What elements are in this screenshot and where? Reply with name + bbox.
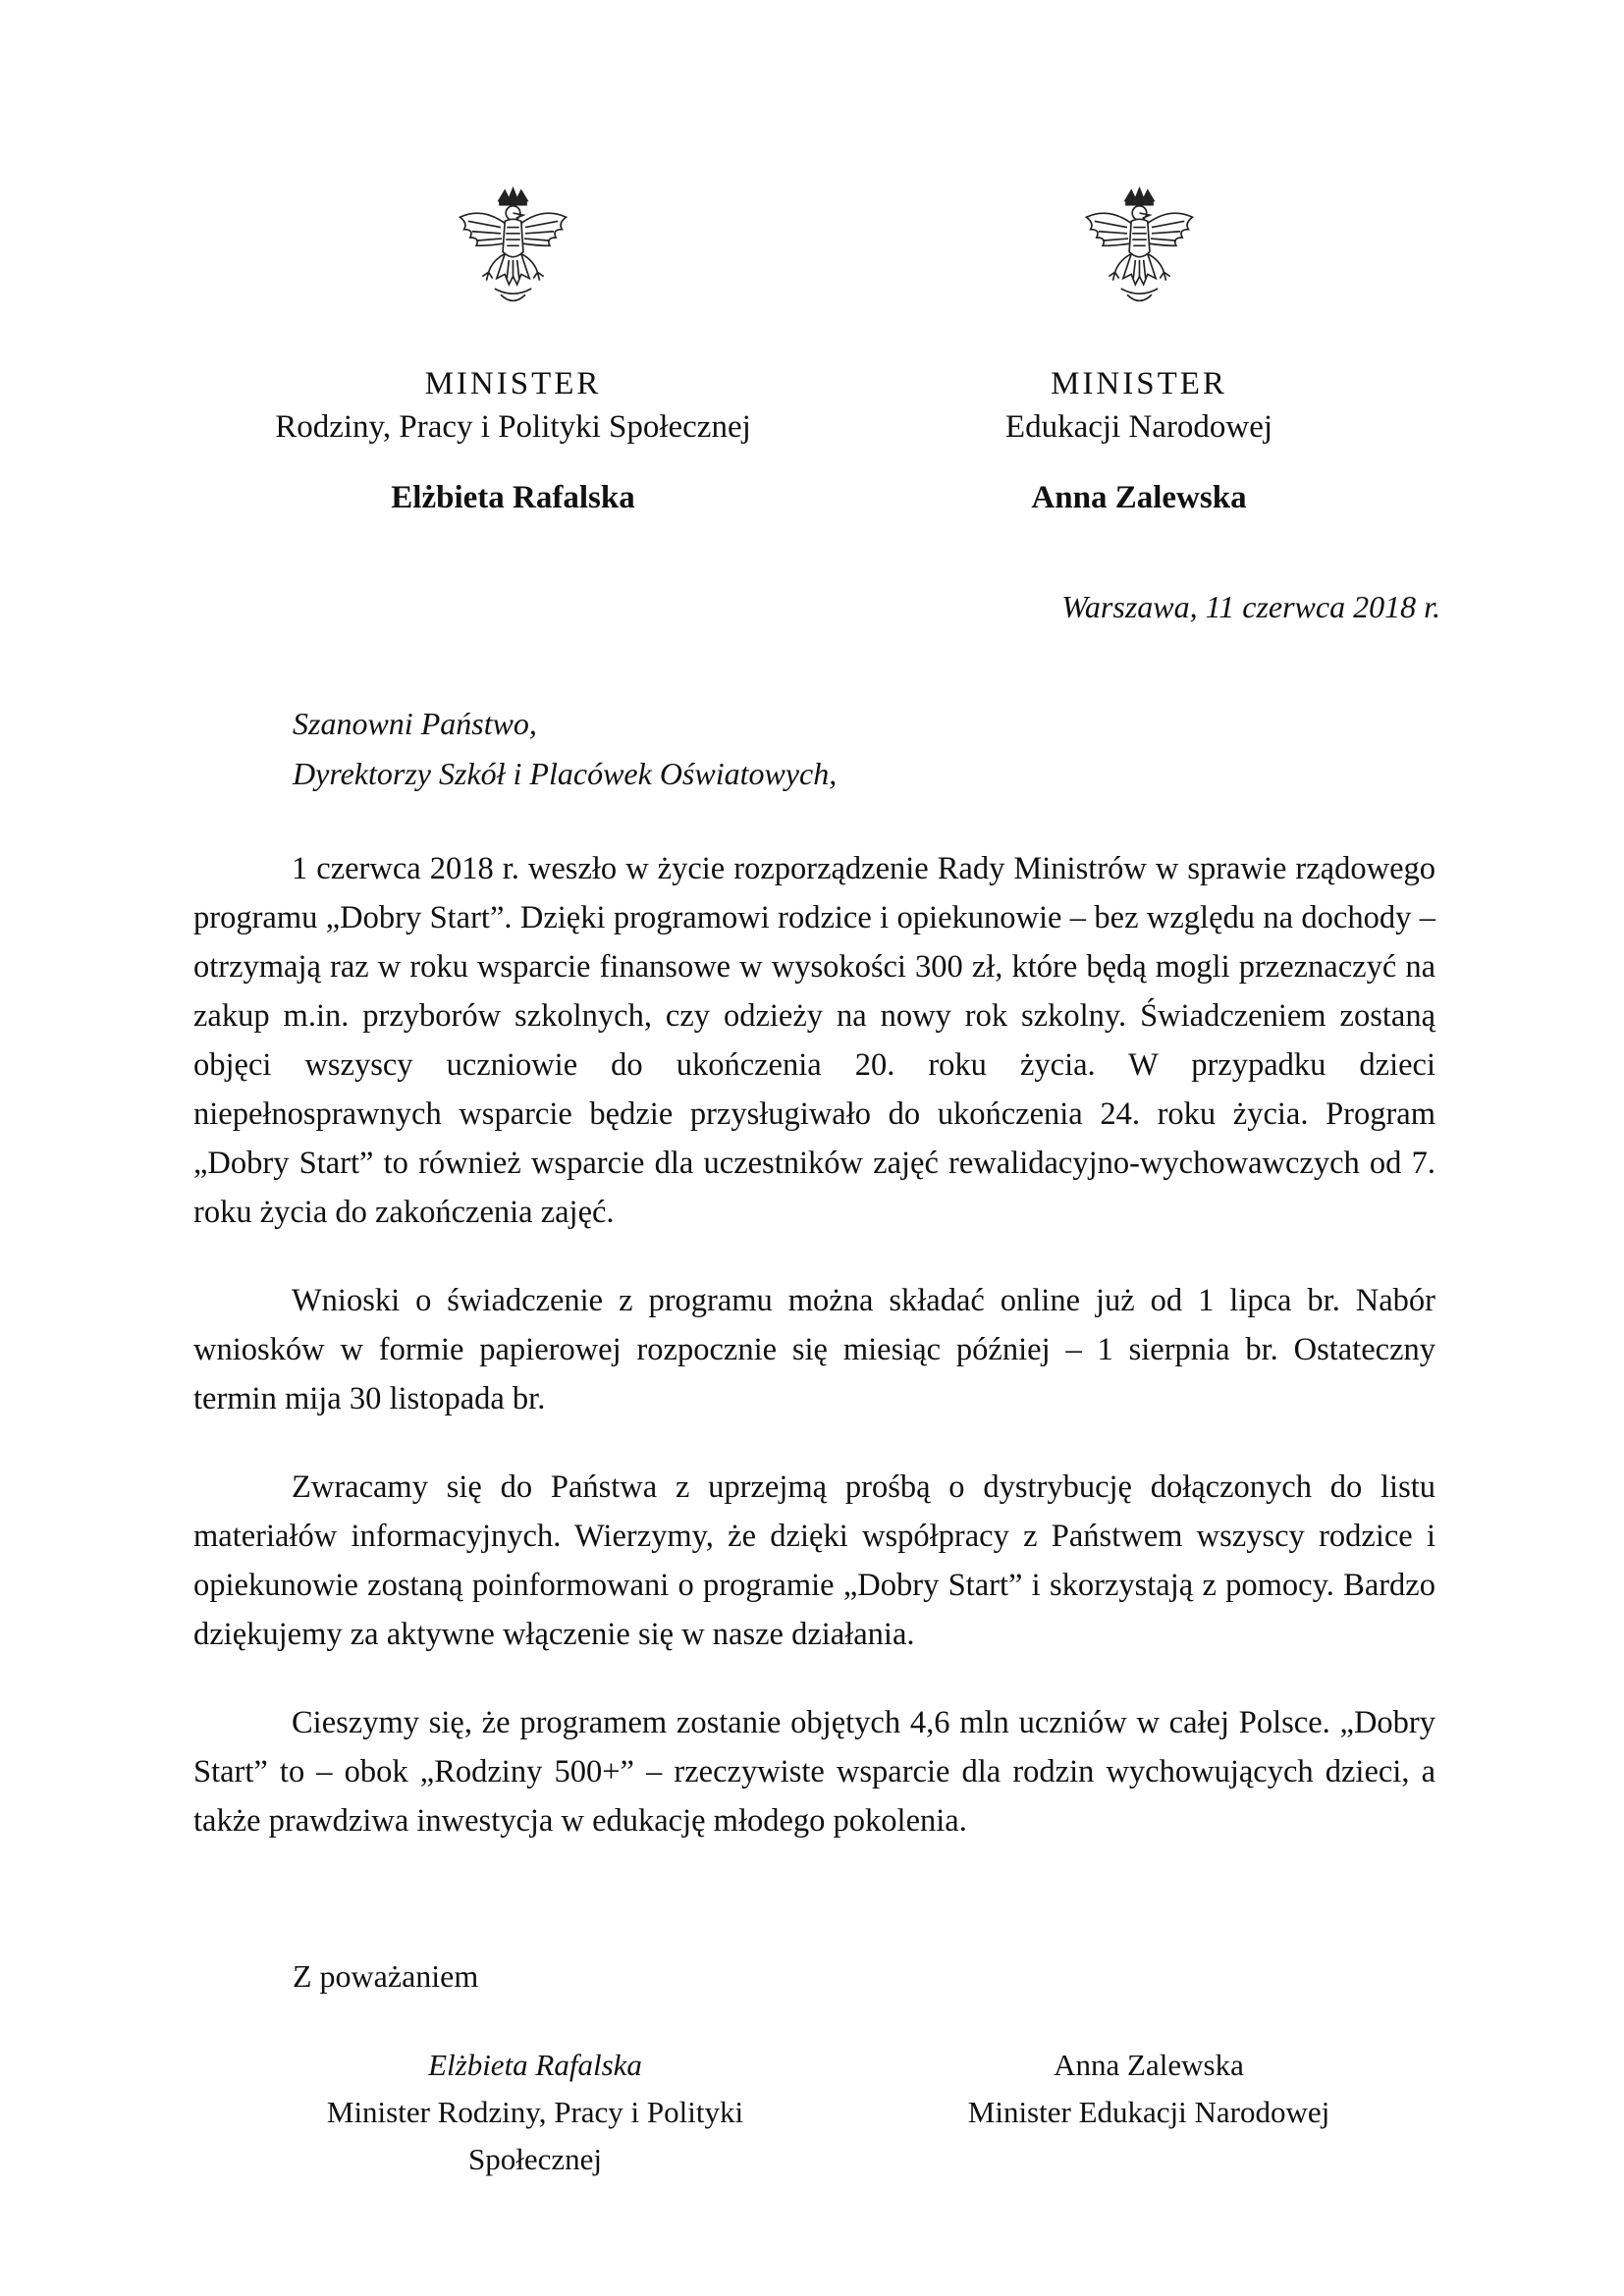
salutation [293,699,837,799]
right-ministry-name: Edukacji Narodowej [1004,409,1273,445]
date-place: Warszawa, 11 czerwca 2018 r. [1061,589,1440,624]
salutation-line-2: Dyrektorzy Szkół i Placówek Oświatowych, [293,756,838,791]
paragraph: Wnioski o świadczenie z programu można składać online już od 1 lipca br. Nabór wniosków w formie papierowej rozpocznie się miesiąc później – 1 sierpnia br. Ostateczny termin mija 30 listopada br. [193,1283,1435,1416]
left-signature-role-line-2: Społecznej [467,2142,602,2176]
left-minister-title: MINISTER [424,366,602,401]
salutation-line-1: Szanowni Państwo, [293,706,537,741]
letter-body [193,844,1435,1885]
left-signature-block [280,2042,790,2183]
closing-phrase: Z poważaniem [293,1958,479,1994]
left-minister-name: Elżbieta Rafalska [391,480,635,515]
right-signature-role-line-1: Minister Edukacji Narodowej [967,2095,1330,2129]
right-minister-name: Anna Zalewska [1031,480,1247,515]
polish-eagle-emblem-icon [1078,187,1201,314]
paragraph: Cieszymy się, że programem zostanie objętych 4,6 mln uczniów w całej Polsce. „Dobry Start” to – obok „Rodziny 500+” – rzeczywiste wsparcie dla rodzin wychowujących dzieci, a także prawdziwa inwestycja w edukację młodego pokolenia. [193,1705,1435,1839]
left-ministry-name: Rodziny, Pracy i Polityki Społecznej [275,409,751,445]
left-signature-role-line-1: Minister Rodziny, Pracy i Polityki [326,2095,744,2129]
paragraph: Zwracamy się do Państwa z uprzejmą prośbą o dystrybucję dołączonych do listu materiałów informacyjnych. Wierzymy, że dzięki współpracy z Państwem wszyscy rodzice i opiekunowie zostaną poinformowani o programie „Dobry Start” i skorzystają z pomocy. Bardzo dziękujemy za aktywne włączenie się w nasze działania. [193,1469,1435,1652]
polish-eagle-emblem-icon [452,187,574,314]
left-minister-header [216,187,810,518]
right-minister-title: MINISTER [1051,366,1227,401]
right-minister-header [938,187,1340,518]
paragraph: 1 czerwca 2018 r. weszło w życie rozporządzenie Rady Ministrów w sprawie rządowego programu „Dobry Start”. Dzięki programowi rodzice i opiekunowie – bez względu na dochody – otrzymają raz w roku wsparcie finansowe w wysokości 300 zł, które będą mogli przeznaczyć na zakup m.in. przyborów szkolnych, czy odzieży na nowy rok szkolny. Świadczeniem zostaną objęci wszyscy uczniowie do ukończenia 20. roku życia. W przypadku dzieci niepełnosprawnych wsparcie będzie przysługiwało do ukończenia 24. roku życia. Program „Dobry Start” to również wsparcie dla uczestników zajęć rewalidacyjno-wychowawczych od 7. roku życia do zakończenia zajęć. [193,851,1435,1230]
right-signature-name: Anna Zalewska [1054,2048,1244,2082]
right-signature-block [943,2042,1355,2136]
left-signature-name: Elżbieta Rafalska [428,2048,642,2082]
